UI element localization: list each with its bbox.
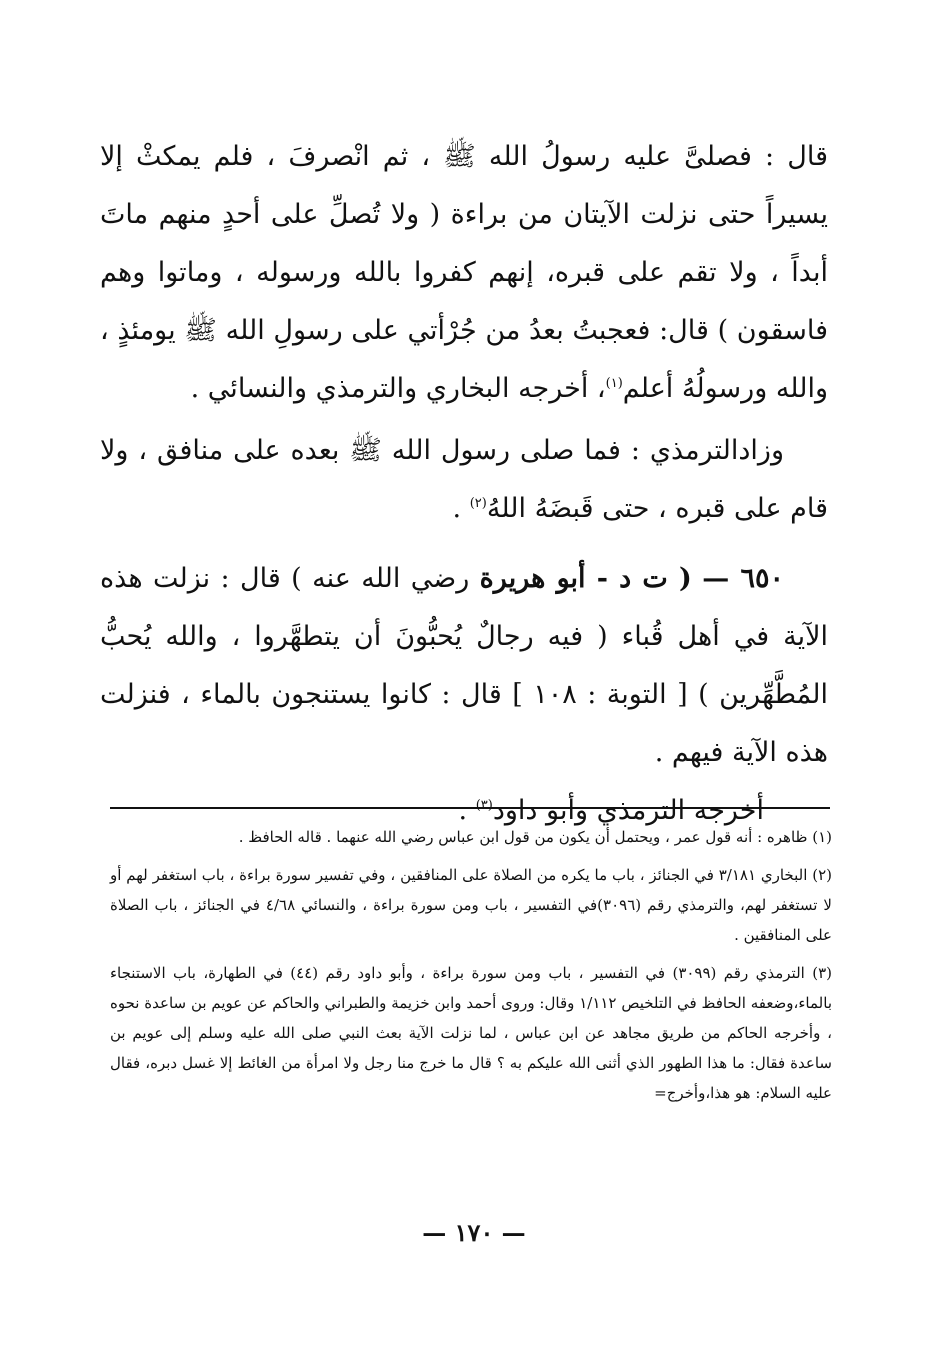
footnote: (١) ظاهره : أنه قول عمر ، ويحتمل أن يكون من قول ابن عباس رضي الله عنهما . قاله الحافظ . — [238, 828, 832, 846]
paragraph-text: . — [458, 795, 468, 826]
addition-paragraph — [100, 422, 828, 538]
footnote-divider — [110, 807, 830, 809]
footnote: (٣) الترمذي رقم (٣٠٩٩) في التفسير ، باب ومن سورة براءة ، وأبو داود رقم (٤٤) في الطهارة، باب الاستنجاء بالماء،وضعفه الحافظ في التلخيص ١/١١٢ وقال: وروى أحمد وابن خزيمة والطبراني والحاكم عن عويم بن ساعدة نحوه ، وأخرجه الحاكم من طريق مجاهد عن ابن عباس ، لما نزلت الآية بعث النبي صلى الله عليه وسلم إلى عويم بن ساعدة فقال: ما هذا الطهور الذي أثنى الله عليكم به ؟ قال ما خرج منا رجل ولا امرأة من الغائط إلا غسل دبره، فقال عليه السلام: هو هذا،وأخرج= — [110, 964, 832, 1102]
hadith-source: ( ت د - أبو هريرة — [479, 563, 692, 594]
footnote-ref: (١) — [605, 376, 623, 391]
hadith-paragraph — [100, 128, 828, 418]
hadith-number: ٦٥٠ — — [702, 563, 784, 594]
paragraph-text: ، أخرجه البخاري والترمذي والنسائي . — [190, 373, 606, 404]
footnote: (٢) البخاري ٣/١٨١ في الجنائز ، باب ما يكره من الصلاة على المنافقين ، وفي تفسير سورة براءة ، باب استغفر لهم أو لا تستغفر لهم، والترمذي رقم (٣٠٩٦)في التفسير ، باب ومن سورة براءة ، والنسائي ٤/٦٨ في الجنائز ، باب الصلاة على المنافقين . — [110, 866, 833, 944]
paragraph-text: قال : فصلىَّ عليه رسولُ الله ﷺ ، ثم انْصرفَ ، فلم يمكثْ إلا يسيراً حتى نزلت الآيتان من براءة ( ولا تُصلِّ على أحدٍ منهم ماتَ أبداً ، ولا تقم على قبره، إنهم كفروا بالله ورسوله ، وماتوا وهم فاسقون ) قال: فعجبتُ بعدُ من جُرْأتي على رسولِ الله ﷺ يومئذٍ ، والله ورسولُهُ أعلم — [100, 141, 828, 404]
footnote-ref: (٣) — [475, 798, 493, 813]
paragraph-text: وزادالترمذي : فما صلى رسول الله ﷺ بعده على منافق ، ولا قام على قبره ، حتى قَبضَهُ اللهُ — [100, 435, 828, 524]
page-number: — ١٧٠ — — [422, 1218, 526, 1247]
hadith-paragraph — [100, 550, 828, 782]
main-text-block — [100, 128, 828, 840]
paragraph-text: رضي الله عنه ) قال : نزلت هذه الآية في أهل قُباء ( فيه رجالٌ يُحبُّونَ أن يتطهَّروا ، والله يُحبُّ المُطَّهِّرين ) [ التوبة : ١٠٨ ] قال : كانوا يستنجون بالماء ، فنزلت هذه الآية فيهم . — [100, 563, 828, 768]
footnote-ref: (٢) — [469, 496, 487, 511]
paragraph-text: أخرجه الترمذي وأبو داود — [492, 795, 764, 826]
paragraph-text: . — [452, 493, 462, 524]
footnotes-block — [110, 822, 832, 1116]
